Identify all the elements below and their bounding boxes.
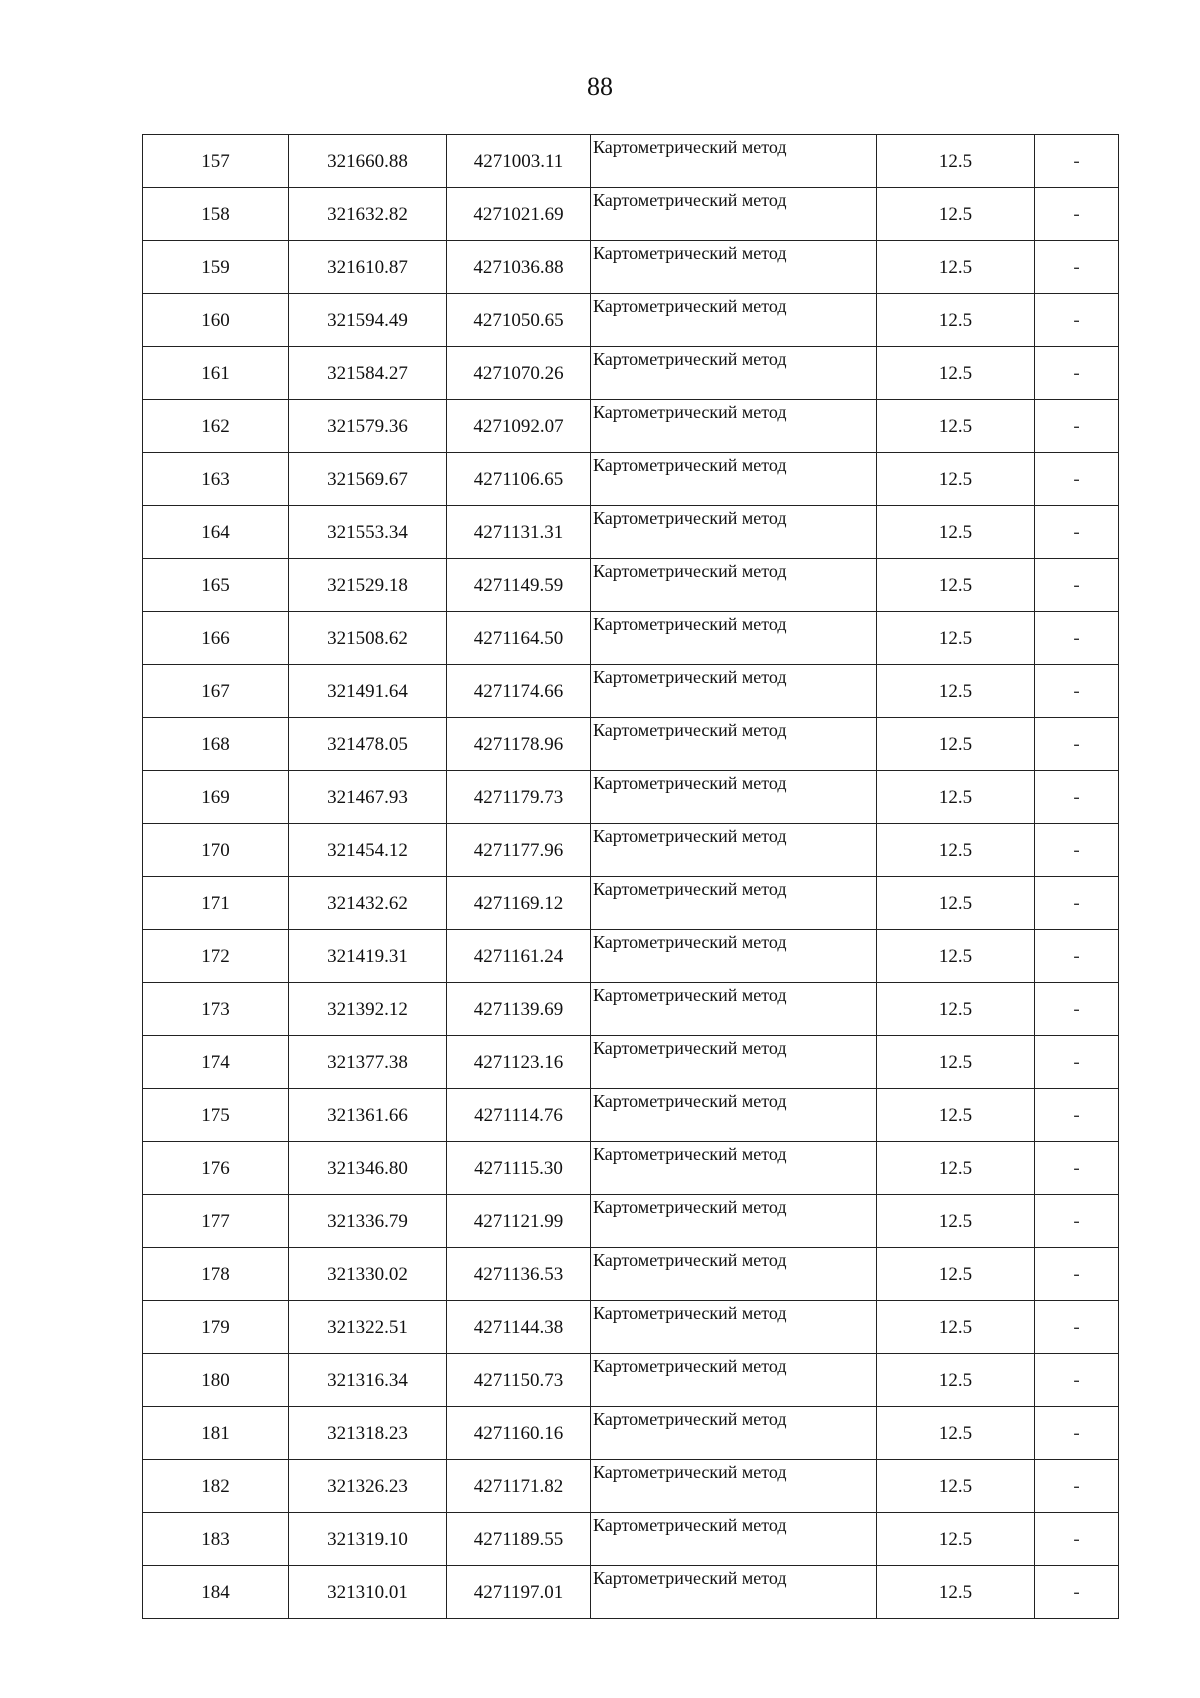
accuracy-cell: 12.5 [877, 1301, 1035, 1354]
x-coordinate-cell: 321346.80 [289, 1142, 447, 1195]
y-coordinate-cell: 4271164.50 [447, 612, 591, 665]
accuracy-cell: 12.5 [877, 1089, 1035, 1142]
note-cell: - [1035, 1460, 1119, 1513]
point-number-cell: 163 [143, 453, 289, 506]
x-coordinate-cell: 321491.64 [289, 665, 447, 718]
method-cell: Картометрический метод [591, 771, 877, 824]
coordinates-table-body [143, 135, 1119, 1619]
y-coordinate-cell: 4271070.26 [447, 347, 591, 400]
table-row [143, 824, 1119, 877]
x-coordinate-cell: 321336.79 [289, 1195, 447, 1248]
table-row [143, 1566, 1119, 1619]
y-coordinate-cell: 4271131.31 [447, 506, 591, 559]
note-cell: - [1035, 665, 1119, 718]
x-coordinate-cell: 321361.66 [289, 1089, 447, 1142]
point-number-cell: 182 [143, 1460, 289, 1513]
x-coordinate-cell: 321322.51 [289, 1301, 447, 1354]
table-row [143, 983, 1119, 1036]
method-cell: Картометрический метод [591, 1354, 877, 1407]
point-number-cell: 173 [143, 983, 289, 1036]
x-coordinate-cell: 321529.18 [289, 559, 447, 612]
x-coordinate-cell: 321318.23 [289, 1407, 447, 1460]
point-number-cell: 165 [143, 559, 289, 612]
y-coordinate-cell: 4271036.88 [447, 241, 591, 294]
y-coordinate-cell: 4271092.07 [447, 400, 591, 453]
method-cell: Картометрический метод [591, 1513, 877, 1566]
note-cell: - [1035, 983, 1119, 1036]
method-cell: Картометрический метод [591, 1248, 877, 1301]
table-row [143, 1460, 1119, 1513]
accuracy-cell: 12.5 [877, 718, 1035, 771]
accuracy-cell: 12.5 [877, 1248, 1035, 1301]
accuracy-cell: 12.5 [877, 241, 1035, 294]
y-coordinate-cell: 4271177.96 [447, 824, 591, 877]
x-coordinate-cell: 321579.36 [289, 400, 447, 453]
x-coordinate-cell: 321632.82 [289, 188, 447, 241]
note-cell: - [1035, 453, 1119, 506]
note-cell: - [1035, 824, 1119, 877]
table-row [143, 400, 1119, 453]
note-cell: - [1035, 1248, 1119, 1301]
accuracy-cell: 12.5 [877, 347, 1035, 400]
x-coordinate-cell: 321467.93 [289, 771, 447, 824]
y-coordinate-cell: 4271174.66 [447, 665, 591, 718]
accuracy-cell: 12.5 [877, 771, 1035, 824]
table-row [143, 718, 1119, 771]
method-cell: Картометрический метод [591, 294, 877, 347]
x-coordinate-cell: 321454.12 [289, 824, 447, 877]
method-cell: Картометрический метод [591, 1089, 877, 1142]
method-cell: Картометрический метод [591, 1566, 877, 1619]
y-coordinate-cell: 4271144.38 [447, 1301, 591, 1354]
point-number-cell: 157 [143, 135, 289, 188]
point-number-cell: 169 [143, 771, 289, 824]
accuracy-cell: 12.5 [877, 1354, 1035, 1407]
table-row [143, 453, 1119, 506]
table-row [143, 612, 1119, 665]
point-number-cell: 174 [143, 1036, 289, 1089]
point-number-cell: 172 [143, 930, 289, 983]
method-cell: Картометрический метод [591, 1460, 877, 1513]
table-row [143, 188, 1119, 241]
table-row [143, 506, 1119, 559]
y-coordinate-cell: 4271123.16 [447, 1036, 591, 1089]
accuracy-cell: 12.5 [877, 188, 1035, 241]
point-number-cell: 177 [143, 1195, 289, 1248]
table-row [143, 135, 1119, 188]
accuracy-cell: 12.5 [877, 665, 1035, 718]
method-cell: Картометрический метод [591, 1195, 877, 1248]
method-cell: Картометрический метод [591, 983, 877, 1036]
accuracy-cell: 12.5 [877, 453, 1035, 506]
point-number-cell: 160 [143, 294, 289, 347]
note-cell: - [1035, 1195, 1119, 1248]
point-number-cell: 180 [143, 1354, 289, 1407]
y-coordinate-cell: 4271169.12 [447, 877, 591, 930]
table-row [143, 665, 1119, 718]
table-row [143, 771, 1119, 824]
note-cell: - [1035, 135, 1119, 188]
note-cell: - [1035, 877, 1119, 930]
y-coordinate-cell: 4271178.96 [447, 718, 591, 771]
accuracy-cell: 12.5 [877, 1407, 1035, 1460]
y-coordinate-cell: 4271160.16 [447, 1407, 591, 1460]
accuracy-cell: 12.5 [877, 294, 1035, 347]
accuracy-cell: 12.5 [877, 824, 1035, 877]
accuracy-cell: 12.5 [877, 983, 1035, 1036]
note-cell: - [1035, 1354, 1119, 1407]
note-cell: - [1035, 1036, 1119, 1089]
method-cell: Картометрический метод [591, 877, 877, 930]
point-number-cell: 159 [143, 241, 289, 294]
note-cell: - [1035, 612, 1119, 665]
accuracy-cell: 12.5 [877, 135, 1035, 188]
method-cell: Картометрический метод [591, 665, 877, 718]
method-cell: Картометрический метод [591, 718, 877, 771]
note-cell: - [1035, 241, 1119, 294]
coordinates-table [142, 134, 1119, 1619]
y-coordinate-cell: 4271149.59 [447, 559, 591, 612]
method-cell: Картометрический метод [591, 930, 877, 983]
x-coordinate-cell: 321319.10 [289, 1513, 447, 1566]
note-cell: - [1035, 1513, 1119, 1566]
table-row [143, 1354, 1119, 1407]
x-coordinate-cell: 321310.01 [289, 1566, 447, 1619]
y-coordinate-cell: 4271161.24 [447, 930, 591, 983]
note-cell: - [1035, 1301, 1119, 1354]
x-coordinate-cell: 321478.05 [289, 718, 447, 771]
accuracy-cell: 12.5 [877, 1195, 1035, 1248]
accuracy-cell: 12.5 [877, 1460, 1035, 1513]
point-number-cell: 162 [143, 400, 289, 453]
method-cell: Картометрический метод [591, 1301, 877, 1354]
x-coordinate-cell: 321584.27 [289, 347, 447, 400]
table-row [143, 1407, 1119, 1460]
point-number-cell: 167 [143, 665, 289, 718]
table-row [143, 1195, 1119, 1248]
accuracy-cell: 12.5 [877, 1036, 1035, 1089]
y-coordinate-cell: 4271139.69 [447, 983, 591, 1036]
table-row [143, 1089, 1119, 1142]
x-coordinate-cell: 321553.34 [289, 506, 447, 559]
x-coordinate-cell: 321330.02 [289, 1248, 447, 1301]
point-number-cell: 176 [143, 1142, 289, 1195]
method-cell: Картометрический метод [591, 188, 877, 241]
accuracy-cell: 12.5 [877, 506, 1035, 559]
point-number-cell: 171 [143, 877, 289, 930]
accuracy-cell: 12.5 [877, 1142, 1035, 1195]
method-cell: Картометрический метод [591, 506, 877, 559]
accuracy-cell: 12.5 [877, 400, 1035, 453]
x-coordinate-cell: 321377.38 [289, 1036, 447, 1089]
method-cell: Картометрический метод [591, 135, 877, 188]
note-cell: - [1035, 188, 1119, 241]
table-row [143, 347, 1119, 400]
table-row [143, 1036, 1119, 1089]
y-coordinate-cell: 4271121.99 [447, 1195, 591, 1248]
x-coordinate-cell: 321419.31 [289, 930, 447, 983]
point-number-cell: 181 [143, 1407, 289, 1460]
x-coordinate-cell: 321432.62 [289, 877, 447, 930]
y-coordinate-cell: 4271136.53 [447, 1248, 591, 1301]
point-number-cell: 170 [143, 824, 289, 877]
point-number-cell: 183 [143, 1513, 289, 1566]
accuracy-cell: 12.5 [877, 930, 1035, 983]
accuracy-cell: 12.5 [877, 1566, 1035, 1619]
page-number: 88 [587, 72, 613, 101]
table-row [143, 1301, 1119, 1354]
table-row [143, 1513, 1119, 1566]
point-number-cell: 161 [143, 347, 289, 400]
y-coordinate-cell: 4271189.55 [447, 1513, 591, 1566]
y-coordinate-cell: 4271115.30 [447, 1142, 591, 1195]
x-coordinate-cell: 321326.23 [289, 1460, 447, 1513]
point-number-cell: 168 [143, 718, 289, 771]
x-coordinate-cell: 321594.49 [289, 294, 447, 347]
accuracy-cell: 12.5 [877, 559, 1035, 612]
note-cell: - [1035, 1407, 1119, 1460]
x-coordinate-cell: 321508.62 [289, 612, 447, 665]
accuracy-cell: 12.5 [877, 1513, 1035, 1566]
table-row [143, 294, 1119, 347]
note-cell: - [1035, 559, 1119, 612]
note-cell: - [1035, 1089, 1119, 1142]
method-cell: Картометрический метод [591, 241, 877, 294]
method-cell: Картометрический метод [591, 347, 877, 400]
note-cell: - [1035, 506, 1119, 559]
y-coordinate-cell: 4271114.76 [447, 1089, 591, 1142]
y-coordinate-cell: 4271003.11 [447, 135, 591, 188]
method-cell: Картометрический метод [591, 1036, 877, 1089]
x-coordinate-cell: 321610.87 [289, 241, 447, 294]
point-number-cell: 158 [143, 188, 289, 241]
table-row [143, 1248, 1119, 1301]
point-number-cell: 164 [143, 506, 289, 559]
table-row [143, 930, 1119, 983]
method-cell: Картометрический метод [591, 400, 877, 453]
y-coordinate-cell: 4271150.73 [447, 1354, 591, 1407]
x-coordinate-cell: 321660.88 [289, 135, 447, 188]
y-coordinate-cell: 4271197.01 [447, 1566, 591, 1619]
method-cell: Картометрический метод [591, 612, 877, 665]
note-cell: - [1035, 771, 1119, 824]
x-coordinate-cell: 321392.12 [289, 983, 447, 1036]
x-coordinate-cell: 321316.34 [289, 1354, 447, 1407]
table-row [143, 241, 1119, 294]
point-number-cell: 166 [143, 612, 289, 665]
note-cell: - [1035, 400, 1119, 453]
note-cell: - [1035, 1142, 1119, 1195]
note-cell: - [1035, 294, 1119, 347]
y-coordinate-cell: 4271021.69 [447, 188, 591, 241]
note-cell: - [1035, 930, 1119, 983]
method-cell: Картометрический метод [591, 559, 877, 612]
y-coordinate-cell: 4271106.65 [447, 453, 591, 506]
point-number-cell: 175 [143, 1089, 289, 1142]
table-row [143, 559, 1119, 612]
table-row [143, 1142, 1119, 1195]
y-coordinate-cell: 4271179.73 [447, 771, 591, 824]
method-cell: Картометрический метод [591, 824, 877, 877]
point-number-cell: 184 [143, 1566, 289, 1619]
point-number-cell: 178 [143, 1248, 289, 1301]
accuracy-cell: 12.5 [877, 612, 1035, 665]
note-cell: - [1035, 1566, 1119, 1619]
y-coordinate-cell: 4271171.82 [447, 1460, 591, 1513]
table-row [143, 877, 1119, 930]
y-coordinate-cell: 4271050.65 [447, 294, 591, 347]
x-coordinate-cell: 321569.67 [289, 453, 447, 506]
point-number-cell: 179 [143, 1301, 289, 1354]
accuracy-cell: 12.5 [877, 877, 1035, 930]
note-cell: - [1035, 718, 1119, 771]
method-cell: Картометрический метод [591, 453, 877, 506]
method-cell: Картометрический метод [591, 1407, 877, 1460]
note-cell: - [1035, 347, 1119, 400]
method-cell: Картометрический метод [591, 1142, 877, 1195]
